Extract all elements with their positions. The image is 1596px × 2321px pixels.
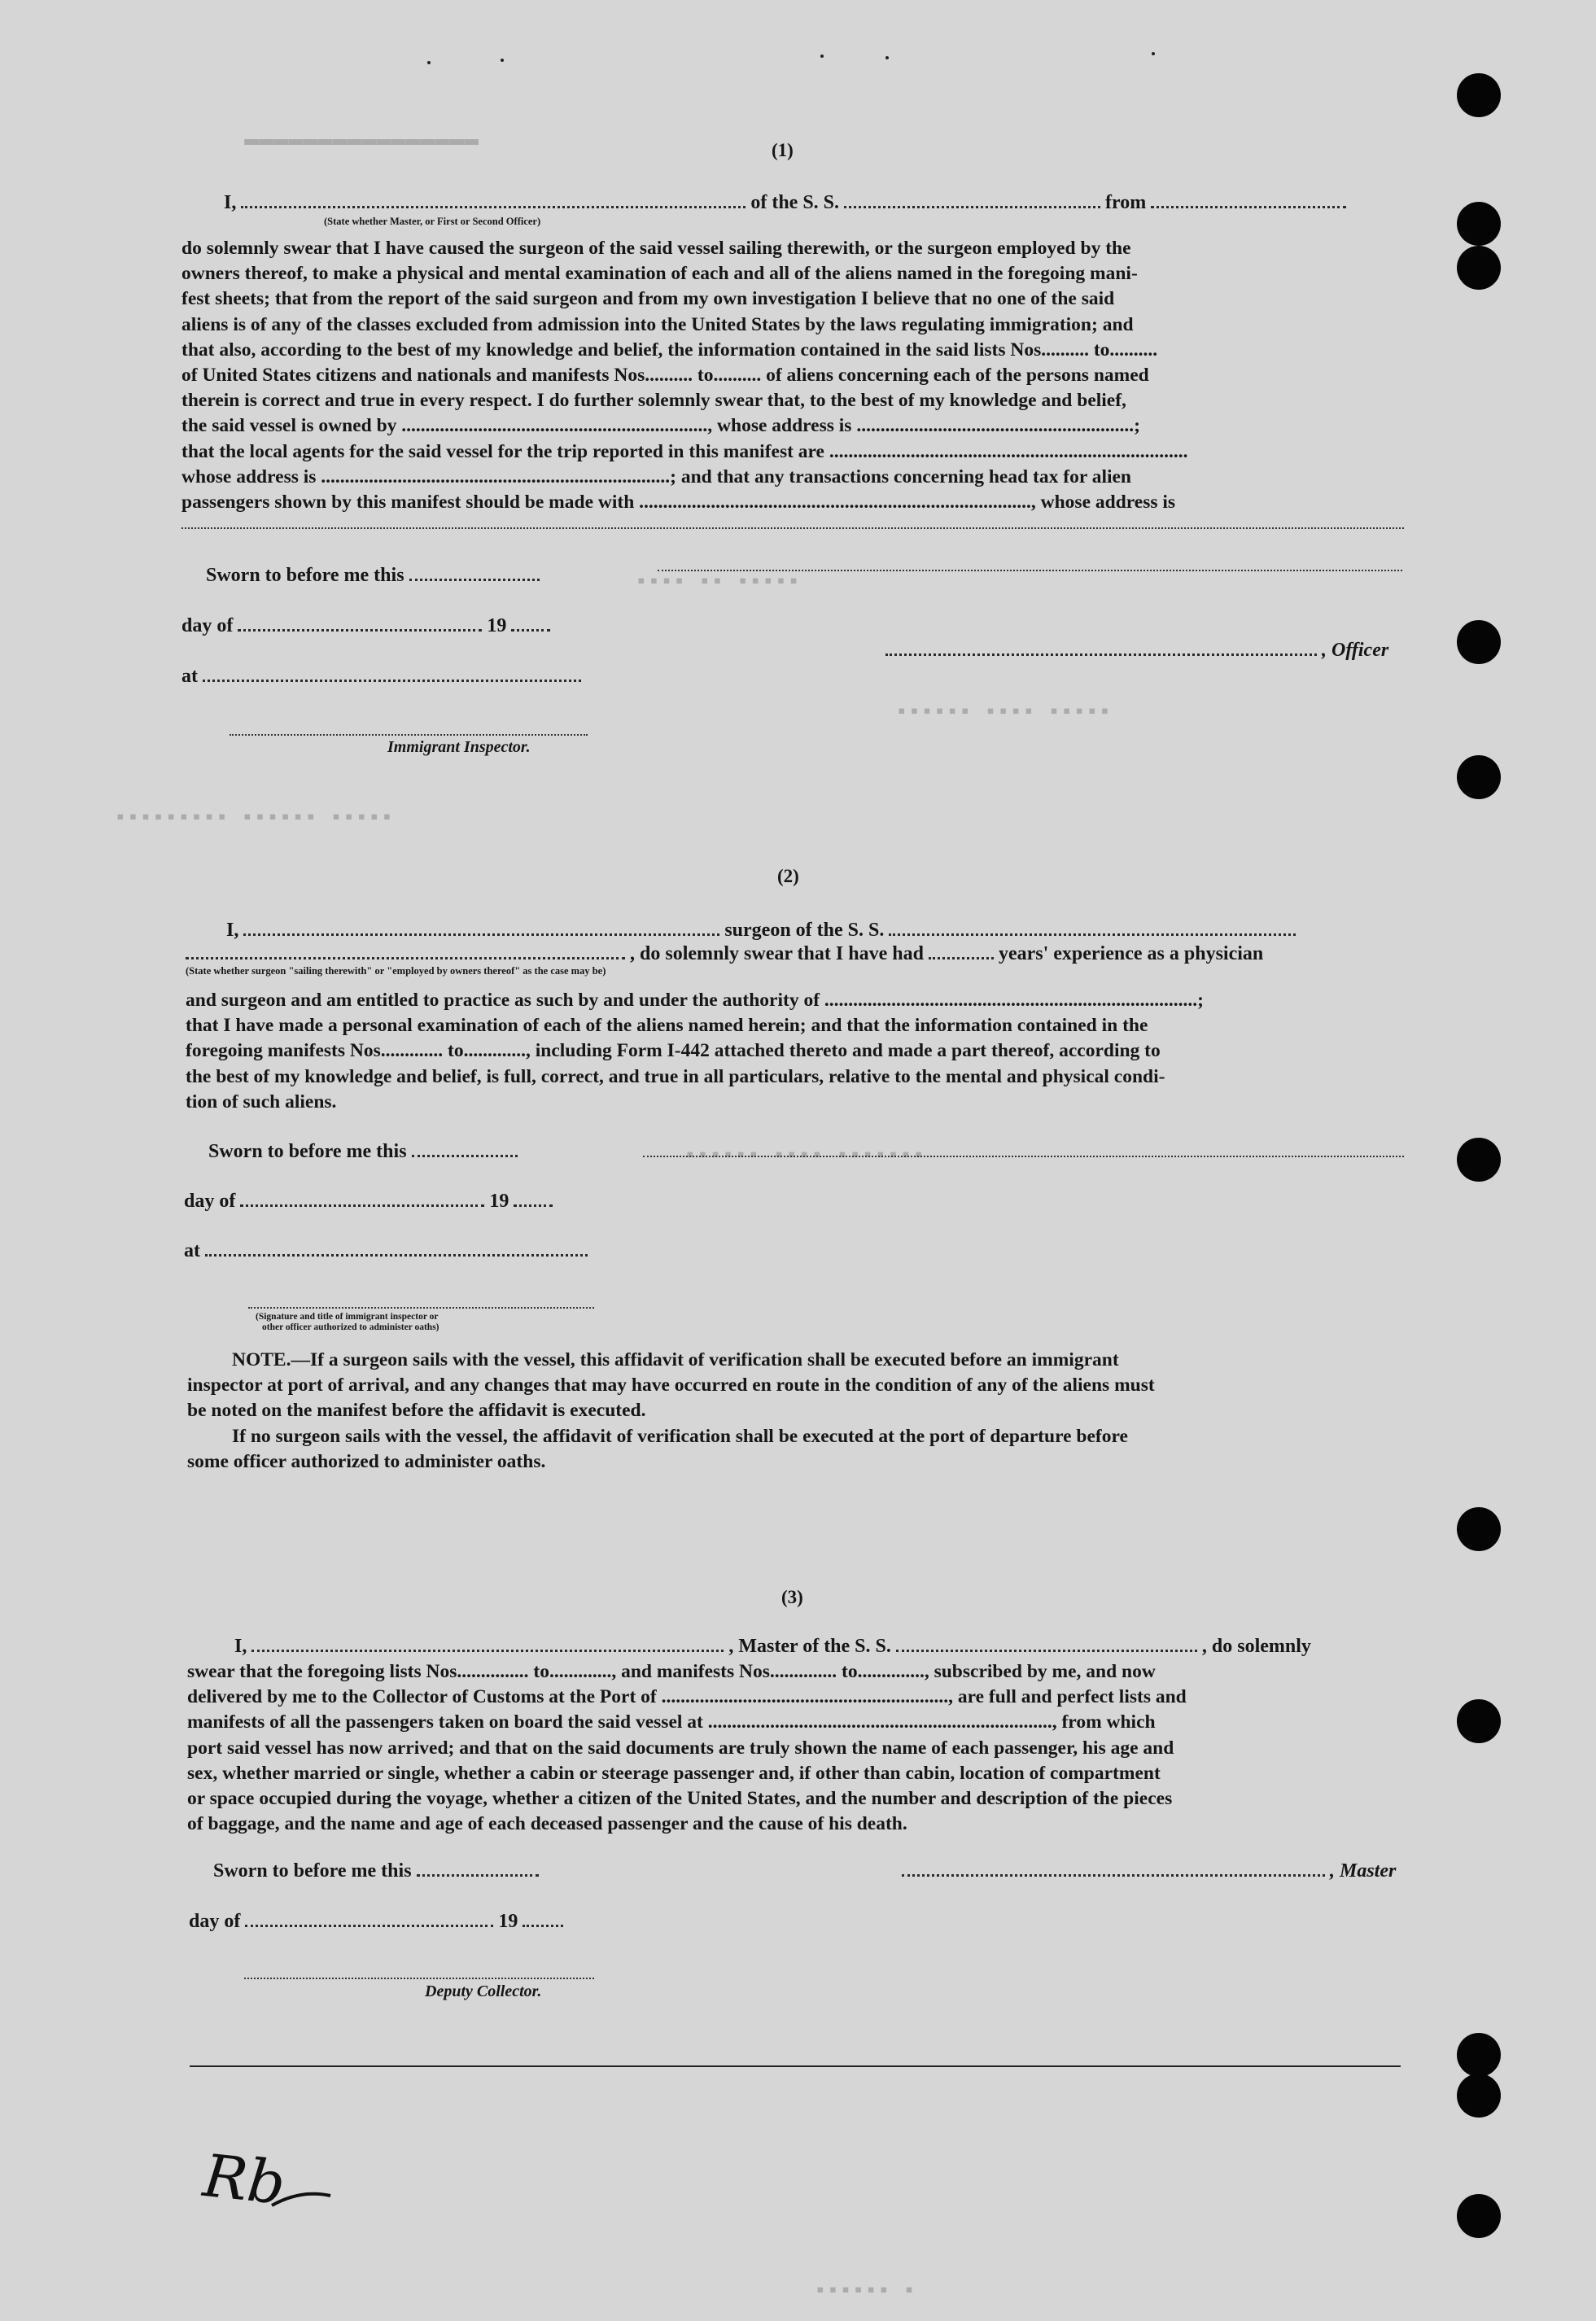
note-line: some officer authorized to administer oaths. xyxy=(187,1450,546,1472)
section-1-oath xyxy=(181,236,1404,515)
year-field[interactable] xyxy=(514,1193,553,1207)
pronoun-i-label: I, xyxy=(226,920,239,941)
at-label: at xyxy=(181,666,198,687)
note-line xyxy=(187,1348,1408,1373)
section-2-first-line xyxy=(226,920,1296,942)
oath-line: do solemnly swear that I have caused the surgeon of the said vessel sailing therewith, or the surgeon employed by the xyxy=(181,238,1131,259)
punch-hole xyxy=(1457,755,1501,799)
handwritten-initials: Rb xyxy=(199,2140,289,2218)
year-prefix: 19 xyxy=(498,1911,518,1932)
oath-line: the said vessel is owned by ................................................................, whose address is ..........................................................; xyxy=(181,415,1140,437)
day-of-field[interactable] xyxy=(240,1193,484,1207)
officer-signature-field[interactable] xyxy=(885,642,1317,656)
section-1-number: (1) xyxy=(772,140,794,160)
pronoun-i-label: I, xyxy=(234,1636,247,1657)
oath-line: and surgeon and am entitled to practice as such by and under the authority of ..............................................................................; xyxy=(186,990,1204,1011)
day-of-field[interactable] xyxy=(245,1913,493,1927)
bleed-through-shadow: ▪▪▪▪▪▪ ▪▪▪▪ ▪▪▪▪▪▪▪ xyxy=(684,1143,925,1168)
section-2-oath xyxy=(186,988,1406,1115)
punch-hole xyxy=(1457,2194,1501,2238)
signature-line xyxy=(244,1978,594,1979)
surgeon-of-label: surgeon of the S. S. xyxy=(724,920,885,941)
oath-line: passengers shown by this manifest should be made with .................................................................................., whose address is xyxy=(181,492,1176,514)
at-place-field[interactable] xyxy=(203,668,581,682)
oath-line: tion of such aliens. xyxy=(186,1091,337,1112)
signature-line xyxy=(248,1307,594,1309)
speck xyxy=(820,55,824,58)
signature-line xyxy=(643,1156,1404,1157)
signature-line xyxy=(658,570,1402,571)
oath-line: that the local agents for the said vessel for the trip reported in this manifest are ........................................................................... xyxy=(181,440,1188,462)
sworn-date-field[interactable] xyxy=(409,567,540,581)
at-label: at xyxy=(184,1240,200,1261)
handwritten-stroke xyxy=(269,2181,334,2214)
speck xyxy=(501,59,504,62)
signature-hint xyxy=(256,1312,439,1333)
surgeon-name-field[interactable] xyxy=(243,922,719,936)
of-ss-label: of the S. S. xyxy=(750,192,840,213)
section-2-number: (2) xyxy=(777,866,799,886)
from-port-field[interactable] xyxy=(1151,195,1346,208)
oath-line: manifests of all the passengers taken on board the said vessel at ........................................................................, from which xyxy=(187,1711,1156,1733)
surgeon-status-hint: (State whether surgeon "sailing therewith" or "employed by owners thereof" as the case may be) xyxy=(186,965,606,977)
punch-hole xyxy=(1457,202,1501,246)
signature-line xyxy=(230,734,588,736)
bottom-rule xyxy=(190,2065,1401,2067)
oath-line: swear that the foregoing lists Nos............... to............., and manifests Nos.............. to.............., subscribed by me, and now xyxy=(187,1661,1156,1682)
bleed-through-shadow: ▪▪▪▪▪▪▪▪▪ ▪▪▪▪▪▪ ▪▪▪▪▪ xyxy=(114,806,394,830)
punch-hole xyxy=(1457,73,1501,117)
punch-hole xyxy=(1457,246,1501,290)
sworn-date-field[interactable] xyxy=(417,1863,539,1877)
vessel-name-field[interactable] xyxy=(896,1638,1197,1652)
punch-hole xyxy=(1457,1138,1501,1182)
officer-line xyxy=(885,640,1388,662)
note-line: If no surgeon sails with the vessel, the affidavit of verification shall be executed at the port of departure before xyxy=(232,1425,1128,1447)
vessel-name-field[interactable] xyxy=(889,922,1296,936)
section-2-second-line xyxy=(186,943,1263,965)
day-of-line-1 xyxy=(181,615,550,637)
sworn-line-1 xyxy=(206,565,540,587)
punch-hole xyxy=(1457,2074,1501,2118)
punch-hole xyxy=(1457,1507,1501,1551)
bleed-through-shadow: ▪▪▪▪▪▪ ▪ xyxy=(814,2279,916,2303)
year-prefix: 19 xyxy=(489,1191,509,1212)
speck xyxy=(885,56,889,59)
note-label: NOTE. xyxy=(232,1349,291,1370)
sworn-label: Sworn to before me this xyxy=(206,565,404,586)
day-of-label: day of xyxy=(184,1191,236,1212)
at-line-2 xyxy=(184,1240,588,1262)
oath-line: that I have made a personal examination of each of the aliens named herein; and that the information contained in the xyxy=(186,1015,1148,1037)
master-name-field[interactable] xyxy=(251,1638,724,1652)
at-place-field[interactable] xyxy=(205,1243,588,1257)
swear-label: , do solemnly swear that I have had xyxy=(630,943,924,964)
day-of-line-3 xyxy=(189,1911,563,1933)
bleed-through-shadow: ▪▪▪▪▪▪ ▪▪▪▪ ▪▪▪▪▪ xyxy=(895,700,1112,724)
master-of-label: , Master of the S. S. xyxy=(728,1636,891,1657)
officer-hint: (State whether Master, or First or Second Officer) xyxy=(324,216,541,227)
underline-rule xyxy=(181,527,1404,529)
vessel-name-field[interactable] xyxy=(844,195,1100,208)
oath-line: owners thereof, to make a physical and mental examination of each and all of the aliens named in the foregoing mani- xyxy=(181,263,1138,285)
deputy-collector-label: Deputy Collector. xyxy=(425,1982,542,2000)
at-line-1 xyxy=(181,666,581,688)
signature-hint-line: other officer authorized to administer oaths) xyxy=(262,1322,439,1332)
surgeon-status-field[interactable] xyxy=(186,946,625,959)
oath-line: fest sheets; that from the report of the said surgeon and from my own investigation I believe that no one of the said xyxy=(181,288,1115,310)
sworn-line-2 xyxy=(208,1141,518,1163)
sworn-label: Sworn to before me this xyxy=(208,1141,407,1162)
note-line: inspector at port of arrival, and any changes that may have occurred en route in the condition of any of the aliens must xyxy=(187,1375,1155,1397)
note-line: be noted on the manifest before the affidavit is executed. xyxy=(187,1400,646,1422)
oath-line: aliens is of any of the classes excluded from admission into the United States by the laws regulating immigration; and xyxy=(181,313,1134,335)
section-3-first-line xyxy=(234,1636,1311,1658)
year-prefix: 19 xyxy=(487,615,507,636)
sworn-line-3 xyxy=(213,1860,539,1882)
immigrant-inspector-label: Immigrant Inspector. xyxy=(387,738,531,756)
oath-line: of baggage, and the name and age of each deceased passenger and the cause of his death. xyxy=(187,1813,907,1835)
oath-line: sex, whether married or single, whether a cabin or steerage passenger and, if other than cabin, location of compartment xyxy=(187,1762,1161,1784)
oath-line: of United States citizens and nationals and manifests Nos.......... to.......... of aliens concerning each of the persons named xyxy=(181,365,1149,387)
note-paragraph xyxy=(187,1348,1408,1475)
officer-label: , Officer xyxy=(1322,640,1389,661)
speck xyxy=(427,61,431,64)
years-field[interactable] xyxy=(929,946,994,959)
day-of-label: day of xyxy=(189,1911,241,1932)
year-field[interactable] xyxy=(523,1913,563,1927)
sworn-label: Sworn to before me this xyxy=(213,1860,412,1882)
section-1-first-line xyxy=(224,192,1346,214)
year-field[interactable] xyxy=(511,618,550,632)
years-experience-label: years' experience as a physician xyxy=(998,943,1264,964)
section-3-oath xyxy=(187,1659,1408,1837)
section-3-number: (3) xyxy=(781,1587,803,1607)
oath-line: or space occupied during the voyage, whether a citizen of the United States, and the number and description of the pieces xyxy=(187,1788,1173,1810)
bleed-through-shadow: ▪▪▪▪ ▪▪ ▪▪▪▪▪ xyxy=(635,570,800,594)
oath-line: whose address is .........................................................................; and that any transactions concerning head tax for alien xyxy=(181,466,1132,487)
oath-line: that also, according to the best of my knowledge and belief, the information contained in the said lists Nos.......... to.......... xyxy=(181,339,1158,361)
day-of-label: day of xyxy=(181,615,234,636)
oath-line: delivered by me to the Collector of Customs at the Port of ............................................................, are full and perfect lists and xyxy=(187,1686,1187,1708)
from-label: from xyxy=(1105,192,1147,213)
signature-hint-line: (Signature and title of immigrant inspector or xyxy=(256,1312,439,1322)
punch-hole xyxy=(1457,620,1501,664)
pronoun-i-label: I, xyxy=(224,192,237,213)
oath-line: foregoing manifests Nos............. to............., including Form I-442 attached thereto and made a part thereof, according to xyxy=(186,1040,1161,1062)
sworn-date-field[interactable] xyxy=(412,1143,518,1157)
punch-hole xyxy=(1457,2033,1501,2077)
master-label: , Master xyxy=(1330,1860,1397,1882)
speck xyxy=(1152,52,1155,55)
officer-name-field[interactable] xyxy=(241,195,746,208)
note-text: —If a surgeon sails with the vessel, this affidavit of verification shall be executed before an immigrant xyxy=(291,1349,1119,1370)
bleed-through-shadow: ▬▬▬▬▬▬▬▬▬▬▬▬▬▬▬▬ xyxy=(244,126,479,154)
solemnly-label: , do solemnly xyxy=(1201,1636,1311,1657)
master-signature-field[interactable] xyxy=(902,1863,1325,1877)
oath-line: the best of my knowledge and belief, is full, correct, and true in all particulars, relative to the mental and physical condi- xyxy=(186,1065,1165,1087)
oath-line: port said vessel has now arrived; and that on the said documents are truly shown the name of each passenger, his age and xyxy=(187,1737,1174,1759)
day-of-field[interactable] xyxy=(238,618,482,632)
oath-line: therein is correct and true in every respect. I do further solemnly swear that, to the best of my knowledge and belief, xyxy=(181,390,1126,412)
master-signature-line xyxy=(902,1860,1396,1882)
day-of-line-2 xyxy=(184,1191,553,1213)
punch-hole xyxy=(1457,1699,1501,1743)
